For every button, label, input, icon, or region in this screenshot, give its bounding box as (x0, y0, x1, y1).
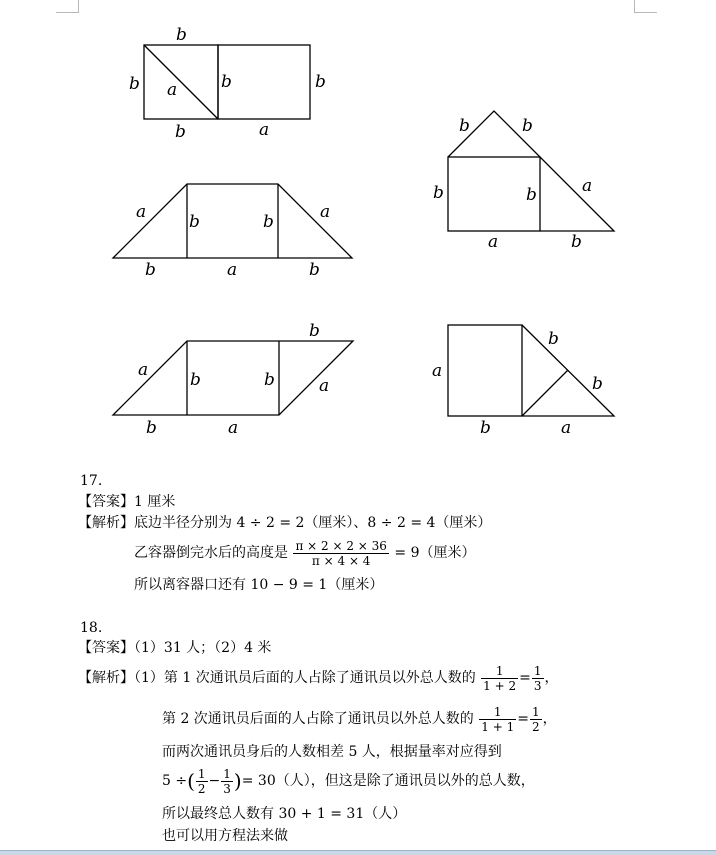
q17-line2-suffix: = 9（厘米） (394, 545, 476, 561)
q18-line2-fa-den: 1 + 1 (481, 719, 515, 734)
q18-analysis-tag: 【解析】 (78, 670, 134, 686)
q18-line2-fb-den: 2 (531, 719, 540, 734)
q18-analysis-line6: 也可以用方程法来做 (162, 828, 288, 844)
q18-number: 18. (80, 620, 103, 636)
fig5-label-bottom-b: b (480, 418, 491, 438)
q18-answer-tag: 【答案】 (78, 640, 134, 656)
q17-analysis-line2 (134, 538, 475, 568)
fig5-label-right-b: b (592, 374, 603, 394)
fig4-label-left-a: a (138, 360, 149, 380)
q18-line4-fraction-a (196, 767, 208, 796)
q18-line2-fraction-a (479, 705, 516, 734)
q18-line1-fraction-b (532, 664, 544, 693)
q18-line1-fb-num: 1 (533, 663, 542, 678)
q17-analysis-line3: 所以离容器口还有 10 − 9 = 1（厘米） (134, 577, 384, 593)
q17-analysis-line1 (78, 515, 491, 531)
q18-analysis-line1 (78, 662, 559, 694)
fig2-label-roof-right-b: b (522, 116, 533, 136)
q18-line4-fraction-b (221, 767, 233, 796)
q17-fraction-denominator: π × 4 × 4 (293, 553, 388, 568)
q18-line4-open-paren: ( (187, 769, 195, 793)
q18-answer-text: （1）31 人；（2）4 米 (134, 640, 272, 656)
figure-square-triangle (448, 325, 614, 416)
q18-line4-suffix: = 30（人），但这是除了通讯员以外的总人数， (241, 773, 535, 789)
q18-analysis-line3: 而两次通讯员身后的人数相差 5 人，根据量率对应得到 (162, 744, 502, 760)
fig1-label-bottom-a: a (259, 120, 270, 140)
q18-line1-fa-num: 1 (495, 663, 504, 678)
fig4-label-inner-left-b: b (190, 370, 201, 390)
fig3-label-inner-left-b: b (189, 212, 200, 232)
fig3-label-bottom-a: a (227, 260, 238, 280)
q18-line2-fb-num: 1 (531, 704, 540, 719)
q17-line1-text: 底边半径分别为 4 ÷ 2 = 2（厘米）、8 ÷ 2 = 4（厘米） (134, 515, 492, 531)
q18-line4-close-paren: ) (233, 769, 242, 793)
fig1-label-left-b: b (129, 74, 140, 94)
fig2-label-slope-a: a (582, 176, 593, 196)
fig5-label-bottom-a: a (561, 418, 572, 438)
fig4-label-right-a: a (319, 376, 330, 396)
fig1-label-bottom-b: b (175, 122, 186, 142)
figure-parallelogram (113, 341, 353, 415)
q17-line2-prefix: 乙容器倒完水后的高度是 (134, 545, 288, 561)
fig4-label-top-b: b (309, 321, 320, 341)
window-bottom-edge (0, 850, 716, 855)
q18-analysis-line5: 所以最终总人数有 30 + 1 = 31（人） (162, 806, 407, 822)
q18-line1-equals: = (519, 670, 531, 686)
fig1-label-right-b: b (315, 72, 326, 92)
fig2-label-bottom-b: b (571, 232, 582, 252)
fig3-label-inner-right-b: b (263, 212, 274, 232)
q18-line1-fb-den: 3 (533, 678, 542, 693)
q17-number: 17. (80, 473, 103, 489)
fig4-label-inner-right-b: b (264, 370, 275, 390)
fig2-label-left-b: b (433, 183, 444, 203)
fig4-label-bottom-a: a (228, 418, 239, 438)
q17-analysis-tag: 【解析】 (78, 515, 134, 531)
fig5-label-upper-b: b (548, 329, 559, 349)
q18-line1-fa-den: 1 + 2 (483, 678, 517, 693)
q18-analysis-line4 (162, 765, 535, 797)
fig4-label-bottom-b: b (146, 418, 157, 438)
fig3-label-left-a: a (136, 202, 147, 222)
q18-line4-prefix: 5 ÷ (162, 773, 188, 789)
fig5-label-left-a: a (432, 361, 443, 381)
q18-line1-prefix: （1）第 1 次通讯员后面的人占除了通讯员以外总人数的 (134, 670, 476, 686)
fig3-label-bottom-right-b: b (309, 260, 320, 280)
figure-trapezoid (113, 184, 352, 258)
q18-line1-fraction-a (481, 664, 518, 693)
fig1-label-top-b: b (176, 25, 187, 45)
q17-answer (78, 494, 175, 510)
fig3-label-bottom-left-b: b (145, 260, 156, 280)
q18-line4-fb-den: 3 (223, 781, 231, 796)
q18-line4-fa-num: 1 (197, 766, 206, 781)
q18-answer (78, 640, 271, 656)
q18-analysis-line2 (162, 703, 557, 735)
q17-fraction-numerator: π × 2 × 2 × 36 (295, 538, 387, 553)
fig2-label-inner-b: b (526, 185, 537, 205)
q17-answer-text: 1 厘米 (134, 494, 176, 510)
q18-line4-minus: − (208, 773, 221, 789)
q18-line2-prefix: 第 2 次通讯员后面的人占除了通讯员以外总人数的 (162, 711, 474, 727)
fig1-label-mid-b: b (221, 72, 232, 92)
q18-line4-fb-num: 1 (223, 766, 231, 781)
fig2-label-roof-left-b: b (459, 116, 470, 136)
q18-line2-fa-num: 1 (493, 704, 502, 719)
q18-line2-suffix: ， (542, 711, 557, 727)
q17-height-fraction (293, 539, 388, 568)
fig2-label-bottom-a: a (488, 232, 499, 252)
fig3-label-right-a: a (320, 202, 331, 222)
q18-line2-fraction-b (530, 705, 542, 734)
q18-line2-equals: = (517, 711, 529, 727)
q18-line1-suffix: ， (544, 670, 559, 686)
q18-line4-fa-den: 2 (197, 781, 206, 796)
fig1-label-diag-a: a (167, 80, 178, 100)
q17-answer-tag: 【答案】 (78, 494, 134, 510)
